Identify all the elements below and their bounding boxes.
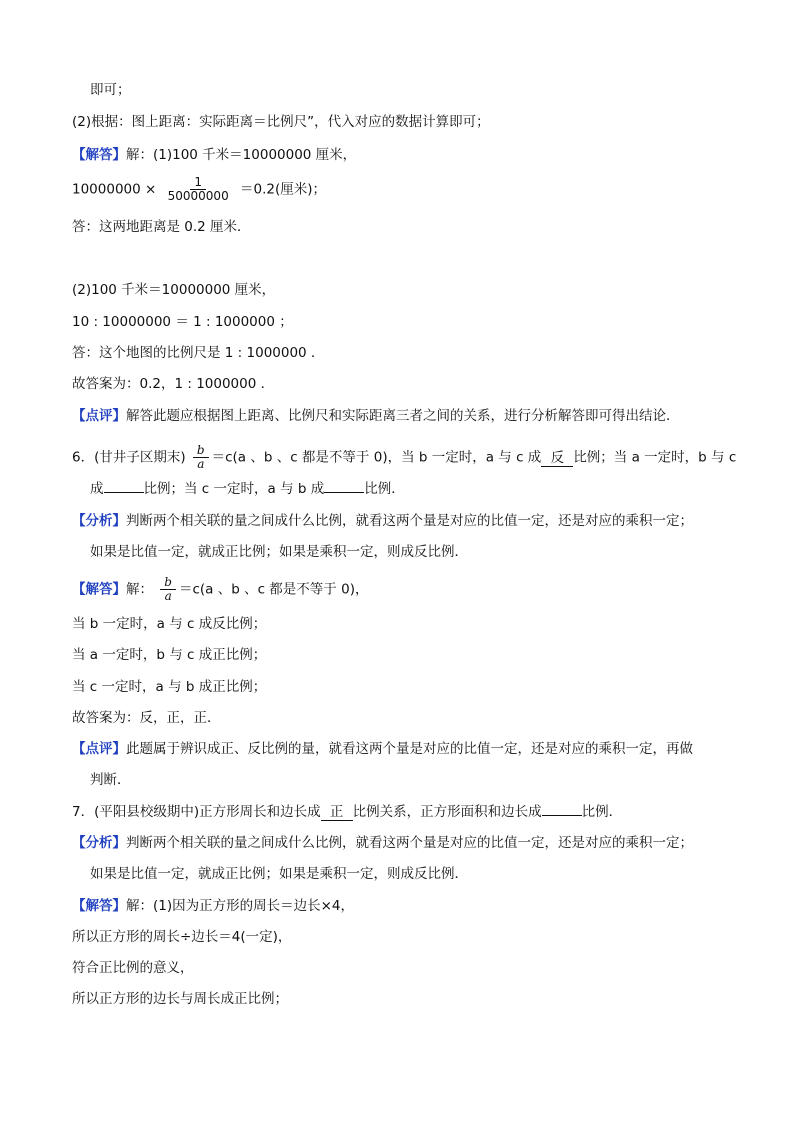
formula-left: 10000000 × [72,181,157,198]
fraction-denominator: 50000000 [167,189,229,203]
stem-text: 比例． [581,804,623,820]
fraction-denominator: a [197,457,205,471]
text-line: 当 c 一定时，a 与 b 成正比例； [72,679,267,695]
comment-text: 此题属于辨识成正、反比例的量，就看这两个量是对应的比值一定，还是对应的乘积一定，再做 [126,741,693,757]
fraction-denominator: a [164,589,172,603]
analysis-line [72,511,693,531]
stem-text: 7．(平阳县校级期中)正方形周长和边长成 [72,804,321,820]
text-line: 所以正方形的边长与周长成正比例； [72,991,288,1007]
formula-line [72,176,326,203]
stem-text: ＝c(a 、b 、c 都是不等于 0)，当 b 一定时，a 与 c 成 [211,449,542,466]
analysis-tag: 【分析】 [72,513,126,529]
text-line: 即可； [90,82,131,98]
answer-text: ＝c(a 、b 、c 都是不等于 0)， [178,581,369,598]
text-line: 如果是比值一定，就成正比例；如果是乘积一定，则成反比例． [90,544,468,560]
stem-text: 成 [90,481,104,497]
answer-blank: 正 [321,804,353,821]
answer-blank: 反 [541,450,573,467]
question-number: 6．(甘井子区期末) [72,449,186,466]
text-line: 当 b 一定时，a 与 c 成反比例； [72,616,267,632]
analysis-line [72,833,693,853]
fraction-numerator: 1 [190,176,206,190]
stem-text: 比例；当 a 一定时，b 与 c [573,449,737,466]
analysis-tag: 【分析】 [72,835,126,851]
analysis-text: 判断两个相关联的量之间成什么比例，就看这两个量是对应的比值一定，还是对应的乘积一定； [126,835,693,851]
answer-line [72,576,368,603]
text-line: 故答案为：反，正，正． [72,710,221,726]
comment-tag: 【点评】 [72,408,126,424]
stem-text: 比例． [364,481,405,497]
comment-tag: 【点评】 [72,741,126,757]
comment-line [72,739,693,759]
answer-line [72,896,354,916]
answer-line [72,145,356,165]
text-line: 符合正比例的意义， [72,960,194,976]
fraction [193,444,209,471]
comment-line [72,406,680,426]
fraction [160,576,176,603]
text-line: 答：这两地距离是 0.2 厘米． [72,219,251,235]
stem-text: 比例；当 c 一定时，a 与 b 成 [143,481,325,497]
answer-blank [104,492,144,493]
fraction-numerator: b [160,576,176,590]
text-line: 10 : 10000000 ＝ 1 : 1000000 ； [72,314,293,330]
answer-text: 解： [126,581,153,598]
comment-text: 解答此题应根据图上距离、比例尺和实际距离三者之间的关系，进行分析解答即可得出结论． [126,408,680,424]
fraction-numerator: b [193,444,209,458]
stem-text: 比例关系，正方形面积和边长成 [352,804,542,820]
text-line: 所以正方形的周长÷边长＝4(一定)， [72,929,292,945]
answer-blank [542,815,582,816]
text-line: 当 a 一定时，b 与 c 成正比例； [72,647,267,663]
text-line: 判断． [90,772,131,788]
question-6-stem [72,444,736,471]
fraction [164,176,233,203]
text-line: (2)100 千米＝10000000 厘米， [72,282,276,298]
answer-blank [324,492,364,493]
question-6-stem-cont [90,479,405,499]
answer-tag: 【解答】 [72,898,126,914]
answer-text: 解：(1)因为正方形的周长＝边长×4， [126,898,355,914]
formula-right: ＝0.2(厘米)； [240,181,327,198]
answer-tag: 【解答】 [72,147,126,163]
text-line: (2)根据：图上距离：实际距离＝比例尺”，代入对应的数据计算即可； [72,114,490,130]
analysis-text: 判断两个相关联的量之间成什么比例，就看这两个量是对应的比值一定，还是对应的乘积一定； [126,513,693,529]
text-line: 答：这个地图的比例尺是 1 : 1000000 ． [72,345,325,361]
question-7-stem [72,802,622,822]
answer-tag: 【解答】 [72,581,126,598]
answer-text: 解：(1)100 千米＝10000000 厘米， [126,147,357,163]
text-line: 故答案为：0.2，1 : 1000000 ． [72,376,275,392]
text-line: 如果是比值一定，就成正比例；如果是乘积一定，则成反比例． [90,866,468,882]
